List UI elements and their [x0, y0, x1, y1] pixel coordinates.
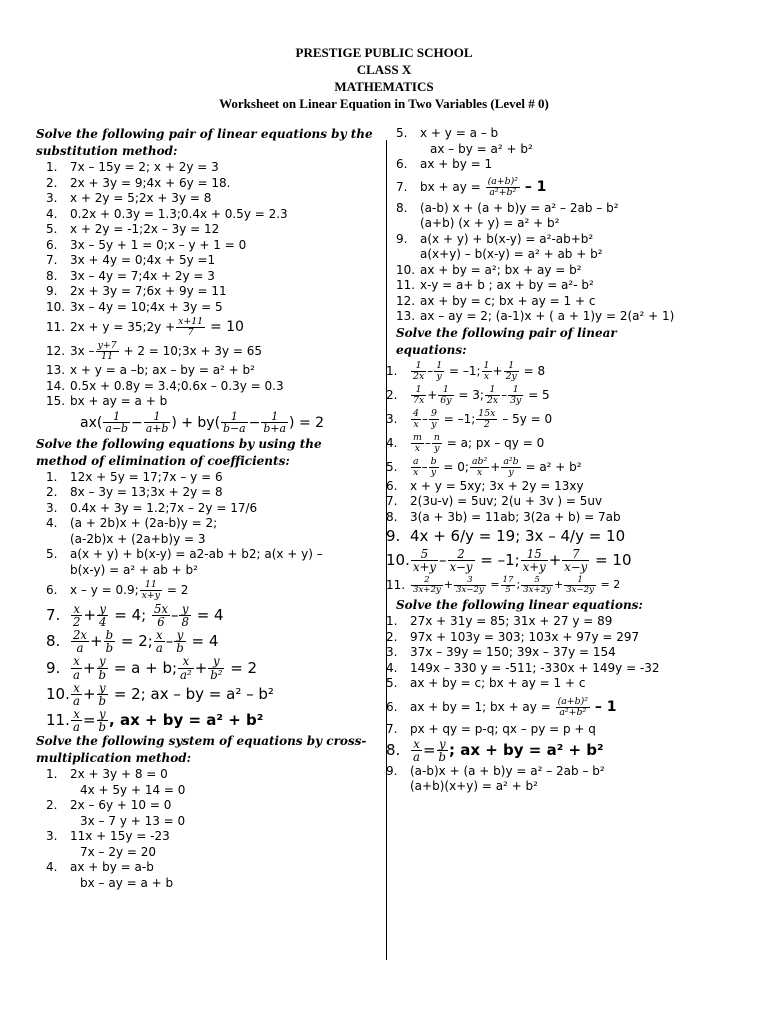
elimination-list — [46, 470, 374, 734]
list-item-continuation: 7x – 2y = 20 — [80, 844, 157, 859]
list-item: 1. 7x – 15y = 2; x + 2y = 3 — [46, 160, 219, 174]
list-item: 2. 97x + 103y = 303; 103x + 97y = 297 — [386, 629, 640, 644]
section-cross-multiplication: Solve the following system of equations by cross-multiplication method: — [36, 734, 367, 766]
list-item: 6. x + y = 5xy; 3x + 2y = 13xy — [386, 478, 584, 493]
linear-equations-list — [386, 614, 740, 794]
subject-name: MATHEMATICS — [334, 79, 434, 94]
section-substitution: Solve the following pair of linear equations by the substitution method: — [36, 127, 373, 158]
list-item: 8. 3(a + 3b) = 11ab; 3(2a + b) = 7ab — [386, 509, 621, 524]
list-item: 4. 149x – 330 y = -511; -330x + 149y = -32 — [386, 660, 660, 675]
section-pair-equations: Solve the following pair of linear equations: — [396, 325, 617, 357]
list-item: 9. $\frac{x}{a}$ + $\frac{y}{b}$ = a + b; $\frac{x}{\text{a²}}$ + $\frac{y}{\text{b²}}$ = 2 — [46, 654, 258, 682]
list-item: 11. $\frac{2}{3x+2y}$ + $\frac{3}{3x-2y}$ = $\frac{17}{5}$ ; $\frac{5}{3x+2y}$ + $\frac{1}{3x-2y}$ = 2 — [386, 574, 621, 595]
list-item: 14. 0.5x + 0.8y = 3.4;0.6x – 0.3y = 0.3 — [46, 378, 284, 393]
list-item: 4. (a + 2b)x + (2a-b)y = 2; — [46, 516, 218, 530]
list-item: 11. x-y = a+ b ; ax + by = a²- b² — [396, 278, 594, 292]
list-item: 11. 2x + y = 35;2y + $\frac{x+11}{7}$ = 10 — [46, 316, 244, 338]
list-item: 8. 3x – 4y = 7;4x + 2y = 3 — [46, 268, 215, 283]
list-item-continuation: (a+b) (x + y) = a² + b² — [420, 216, 560, 230]
list-item: 7. bx + ay = $\frac{\text{(a+b)²}}{\text{a²+b²}}$ – 1 — [396, 175, 547, 198]
section-elimination: Solve the following equations by using the method of elimination of coefficients: — [36, 436, 322, 468]
list-item: 9. 4x + 6/y = 19; 3x – 4/y = 10 — [386, 527, 626, 545]
list-item: 6. 3x – 5y + 1 = 0;x – y + 1 = 0 — [46, 237, 247, 252]
class-name: CLASS X — [356, 62, 412, 77]
list-item-continuation: 4x + 5y + 14 = 0 — [80, 782, 186, 797]
list-item: 12. 3x – $\frac{y+7}{11}$ + 2 = 10;3x + 3y = 65 — [46, 340, 263, 362]
list-item: 7. px + qy = p-q; qx – py = p + q — [386, 721, 596, 736]
list-item: 8. $\frac{x}{a}$ = $\frac{y}{b}$ ; ax + by = a² + b² — [386, 737, 604, 765]
right-column — [386, 126, 740, 795]
worksheet-header — [0, 44, 768, 112]
list-item: 12. ax + by = c; bx + ay = 1 + c — [396, 293, 596, 308]
list-item: 1. 2x + 3y + 8 = 0 — [46, 767, 168, 782]
section-linear-equations: Solve the following linear equations: — [396, 598, 643, 613]
list-item: 4. $\frac{m}{x}$ – $\frac{n}{y}$ = a; px – qy = 0 — [386, 431, 545, 454]
list-item: 6. ax + by = 1; bx + ay = $\frac{\text{(a+b)²}}{\text{a²+b²}}$ – 1 — [386, 695, 617, 718]
list-item: 2. $\frac{1}{7x}$ + $\frac{1}{6y}$ = 3; $\frac{1}{2x}$ – $\frac{1}{3y}$ = 5 — [386, 383, 550, 406]
list-item: 7. 3x + 4y = 0;4x + 5y =1 — [46, 253, 216, 267]
list-item: 8. $\frac{2x}{a}$ + $\frac{b}{b}$ = 2; $\frac{x}{a}$ – $\frac{y}{b}$ = 4 — [46, 628, 219, 656]
list-item: 5. ax + by = c; bx + ay = 1 + c — [386, 676, 586, 691]
list-item: 9. a(x + y) + b(x-y) = a²-ab+b² — [396, 231, 594, 246]
list-item-continuation: bx – ay = a + b — [80, 875, 174, 890]
list-item-continuation: ax – by = a² + b² — [430, 141, 533, 156]
list-item: 13. ax – ay = 2; (a-1)x + ( a + 1)y = 2(a² + 1) — [396, 309, 675, 323]
list-item-continuation: (a-2b)x + (2a+b)y = 3 — [70, 531, 206, 546]
list-item: 8. (a-b) x + (a + b)y = a² – 2ab – b² — [396, 200, 619, 215]
list-item: 7. 2(3u-v) = 5uv; 2(u + 3v ) = 5uv — [386, 494, 603, 508]
substitution-list — [46, 160, 374, 436]
list-item: 3. 0.4x + 3y = 1.2;7x – 2y = 17/6 — [46, 500, 258, 515]
list-item: 1. 27x + 31y = 85; 31x + 27 y = 89 — [386, 614, 613, 629]
cross-multiplication-list-continued — [396, 126, 740, 325]
list-item: 7. $\frac{x}{2}$ + $\frac{y}{4}$ = 4; $\frac{5x}{6}$ – $\frac{y}{8}$ = 4 — [46, 601, 224, 629]
list-item: 2. 2x + 3y = 9;4x + 6y = 18. — [46, 175, 231, 190]
list-item: 9. (a-b)x + (a + b)y = a² – 2ab – b² — [386, 763, 605, 778]
list-item: 6. ax + by = 1 — [396, 157, 493, 171]
list-item-continuation: 3x – 7 y + 13 = 0 — [80, 813, 186, 828]
list-item: 3. 11x + 15y = -23 — [46, 829, 170, 844]
list-item: 3. 37x – 39y = 150; 39x – 37y = 154 — [386, 645, 616, 660]
list-item: 3. x + 2y = 5;2x + 3y = 8 — [46, 191, 212, 205]
pair-equations-list — [386, 359, 740, 598]
list-item-continuation: a(x+y) – b(x-y) = a² + ab + b² — [420, 247, 603, 261]
list-item-continuation: (a+b)(x+y) = a² + b² — [410, 779, 538, 794]
list-item: 13. x + y = a –b; ax – by = a² + b² — [46, 363, 255, 377]
list-item: 2. 2x – 6y + 10 = 0 — [46, 798, 172, 813]
list-item: 5. x + y = a – b — [396, 126, 499, 140]
school-name: PRESTIGE PUBLIC SCHOOL — [295, 45, 473, 60]
list-item: 1. $\frac{1}{2x}$ – $\frac{1}{y}$ = –1; $\frac{1}{x}$ + $\frac{1}{2y}$ = 8 — [386, 359, 546, 382]
list-item: 11. $\frac{x}{a}$ = $\frac{y}{b}$ , ax + by = a² + b² — [46, 706, 264, 735]
list-item: 6. x – y = 0.9; $\frac{11}{x+y}$ = 2 — [46, 579, 189, 601]
list-item: 4. ax + by = a-b — [46, 860, 154, 875]
worksheet-title: Worksheet on Linear Equation in Two Variables (Level # 0) — [219, 96, 549, 111]
list-item-continuation: b(x-y) = a² + ab + b² — [70, 562, 198, 577]
list-item: 9. 2x + 3y = 7;6x + 9y = 11 — [46, 284, 227, 298]
cross-multiplication-list — [46, 767, 374, 891]
list-item: 10. ax + by = a²; bx + ay = b² — [396, 262, 582, 277]
list-item-continuation: ax( $\frac{1}{a-b}$ − $\frac{1}{a+b}$ ) + by( $\frac{1}{b-a}$ − $\frac{1}{b+a}$ ) = 2 — [80, 409, 325, 435]
list-item: 5. x + 2y = -1;2x – 3y = 12 — [46, 222, 220, 236]
list-item: 5. $\frac{a}{x}$ – $\frac{b}{y}$ = 0; $\frac{\text{ab²}}{x}$ + $\frac{\text{a²b}}{y}$ = a² + b² — [386, 455, 582, 478]
left-column — [36, 126, 374, 891]
list-item: 10. $\frac{5}{x+y}$ – $\frac{2}{x-y}$ = –1; $\frac{15}{x+y}$ + $\frac{7}{x-y}$ = 10 — [386, 546, 632, 574]
list-item: 1. 12x + 5y = 17;7x – y = 6 — [46, 469, 223, 484]
list-item: 10. 3x – 4y = 10;4x + 3y = 5 — [46, 299, 223, 314]
list-item: 2. 8x – 3y = 13;3x + 2y = 8 — [46, 485, 223, 499]
list-item: 10. $\frac{x}{a}$ + $\frac{y}{b}$ = 2; ax – by = a² – b² — [46, 680, 274, 708]
list-item: 15. bx + ay = a + b — [46, 394, 168, 408]
list-item: 4. 0.2x + 0.3y = 1.3;0.4x + 0.5y = 2.3 — [46, 206, 288, 221]
list-item: 3. $\frac{4}{x}$ – $\frac{9}{y}$ = –1; $\frac{15x}{2}$ – 5y = 0 — [386, 407, 553, 430]
list-item: 5. a(x + y) + b(x-y) = a2-ab + b2; a(x + y) – — [46, 547, 323, 561]
